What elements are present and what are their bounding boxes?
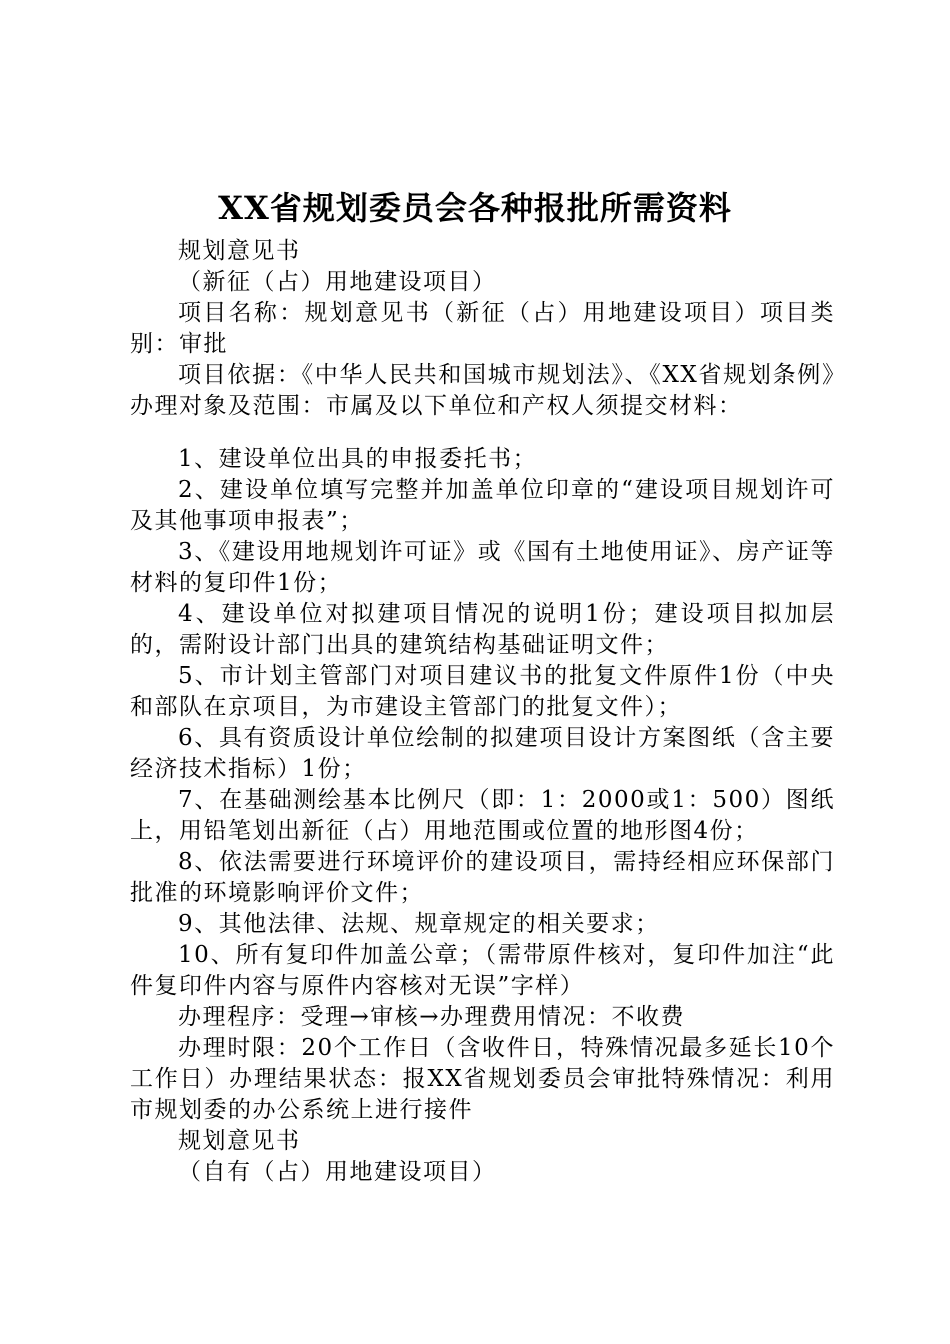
material-item-9: 9、其他法律、法规、规章规定的相关要求；	[178, 911, 660, 937]
section-heading-2: 规划意见书	[178, 1128, 301, 1154]
document-body	[130, 236, 835, 1188]
project-basis-paragraph: 项目依据：《中华人民共和国城市规划法》、《XX省规划条例》办理对象及范围：市属及以下单位和产权人须提交材料：	[130, 362, 835, 419]
section-heading: 规划意见书	[178, 238, 301, 264]
material-item-7: 7、在基础测绘基本比例尺（即：1：2000或1：500）图纸上，用铅笔划出新征（占）用地范围或位置的地形图4份；	[130, 787, 835, 844]
material-item-2: 2、建设单位填写完整并加盖单位印章的“建设项目规划许可及其他事项申报表”；	[130, 477, 835, 534]
material-item-3: 3、《建设用地规划许可证》或《国有土地使用证》、房产证等材料的复印件1份；	[130, 539, 835, 596]
section-subheading-2: （自有（占）用地建设项目）	[178, 1159, 497, 1185]
project-name-paragraph: 项目名称：规划意见书（新征（占）用地建设项目）项目类别：审批	[130, 300, 835, 357]
section-subheading: （新征（占）用地建设项目）	[178, 269, 497, 295]
material-item-1: 1、建设单位出具的申报委托书；	[178, 446, 538, 472]
material-item-10: 10、所有复印件加盖公章；（需带原件核对，复印件加注“此件复印件内容与原件内容核对无误”字样）	[130, 942, 835, 999]
document-title: XX省规划委员会各种报批所需资料	[218, 189, 732, 227]
procedure-paragraph: 办理程序：受理→审核→办理费用情况：不收费	[178, 1004, 686, 1030]
material-item-5: 5、市计划主管部门对项目建议书的批复文件原件1份（中央和部队在京项目，为市建设主管部门的批复文件）；	[130, 663, 835, 720]
material-item-8: 8、依法需要进行环境评价的建设项目，需持经相应环保部门批准的环境影响评价文件；	[130, 849, 835, 906]
time-limit-paragraph: 办理时限：20个工作日（含收件日，特殊情况最多延长10个工作日）办理结果状态：报XX省规划委员会审批特殊情况：利用市规划委的办公系统上进行接件	[130, 1035, 835, 1123]
material-item-6: 6、具有资质设计单位绘制的拟建项目设计方案图纸（含主要经济技术指标）1份；	[130, 725, 835, 782]
material-item-4: 4、建设单位对拟建项目情况的说明1份；建设项目拟加层的，需附设计部门出具的建筑结构基础证明文件；	[130, 601, 835, 658]
